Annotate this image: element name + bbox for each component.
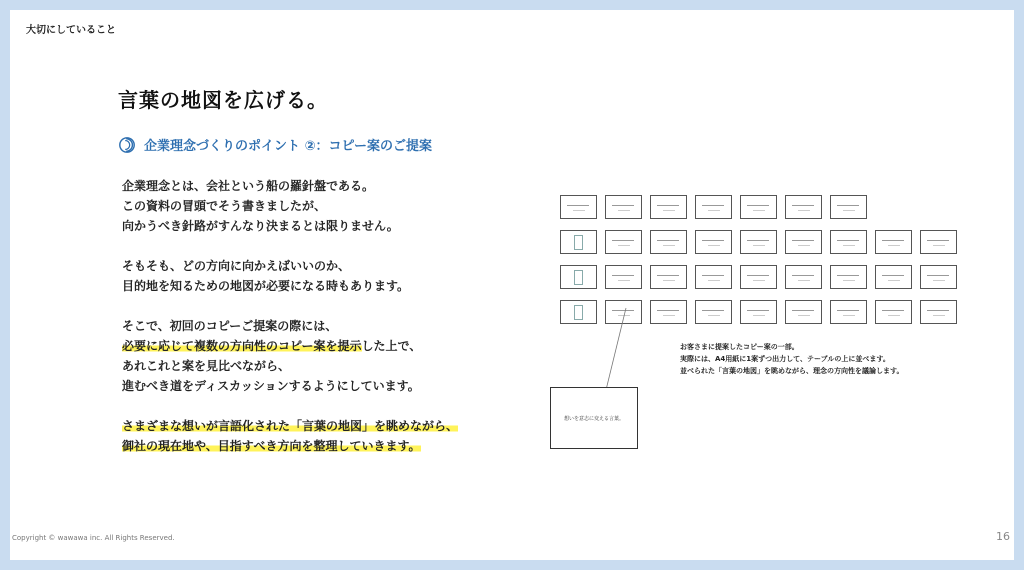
proposal-thumbnail	[605, 230, 642, 254]
proposal-thumbnail	[875, 300, 912, 324]
proposal-thumbnail	[740, 230, 777, 254]
section-label: 大切にしていること	[26, 25, 116, 36]
text-line: そもそも、どの方向に向かえばいいのか、	[122, 259, 351, 273]
highlighted-text: 必要に応じて複数の方向性のコピー案を提示	[122, 339, 362, 353]
proposal-thumbnail	[830, 300, 867, 324]
proposal-thumbnail	[875, 230, 912, 254]
zoom-sheet-text: 想いを意志に変える言葉。	[563, 415, 624, 422]
page-title: 言葉の地図を広げる。	[118, 88, 328, 112]
highlighted-text: さまざまな想いが言語化された「言葉の地図」を眺めながら、	[122, 419, 459, 433]
proposal-thumbnail	[740, 265, 777, 289]
thumbnail-caption	[680, 341, 903, 377]
text-line: 企業理念とは、会社という船の羅針盤である。	[122, 179, 375, 193]
proposal-thumbnail	[785, 265, 822, 289]
text-line: 進むべき道をディスカッションするようにしています。	[122, 379, 420, 393]
zoom-connector-line	[548, 300, 638, 395]
page-number: 16	[996, 530, 1010, 543]
proposal-thumbnail	[875, 265, 912, 289]
proposal-thumbnail	[560, 265, 597, 289]
proposal-thumbnail	[695, 300, 732, 324]
proposal-thumbnail	[830, 230, 867, 254]
caption-line: お客さまに提案したコピー案の一部。	[680, 343, 799, 351]
highlighted-text: 御社の現在地や、目指すべき方向を整理していきます。	[122, 439, 421, 453]
text-line	[122, 336, 562, 356]
copyright: Copyright © wawawa inc. All Rights Reserved.	[12, 534, 175, 542]
paragraph-4	[122, 416, 562, 456]
proposal-thumbnail	[605, 265, 642, 289]
paragraph-3	[122, 316, 562, 396]
proposal-thumbnail	[695, 265, 732, 289]
proposal-thumbnail	[650, 230, 687, 254]
proposal-thumbnail	[785, 230, 822, 254]
text-line: 向かうべき針路がすんなり決まるとは限りません。	[122, 219, 399, 233]
proposal-thumbnail	[560, 195, 597, 219]
proposal-thumbnail	[920, 265, 957, 289]
proposal-thumbnail	[695, 230, 732, 254]
proposal-thumbnail	[740, 195, 777, 219]
text-line: この資料の冒頭でそう書きましたが、	[122, 199, 327, 213]
caption-line: 並べられた「言葉の地図」を眺めながら、理念の方向性を議論します。	[680, 367, 904, 375]
proposal-thumbnail	[785, 195, 822, 219]
proposal-thumbnail	[560, 230, 597, 254]
text-line: そこで、初回のコピーご提案の際には、	[122, 319, 338, 333]
proposal-thumbnail	[740, 300, 777, 324]
proposal-thumbnail	[605, 195, 642, 219]
proposal-thumbnail	[830, 195, 867, 219]
proposal-thumbnail	[650, 265, 687, 289]
proposal-thumbnail	[650, 195, 687, 219]
circle-swirl-icon	[118, 136, 136, 154]
proposal-thumbnail	[650, 300, 687, 324]
proposal-thumbnail	[695, 195, 732, 219]
text-line: 目的地を知るための地図が必要になる時もあります。	[122, 279, 410, 293]
text-line	[122, 416, 562, 436]
zoomed-proposal-sheet	[550, 387, 638, 449]
text-fragment: した上で、	[361, 339, 422, 353]
subheading-text: 企業理念づくりのポイント ②：コピー案のご提案	[144, 139, 433, 154]
proposal-thumbnail	[920, 300, 957, 324]
text-line	[122, 436, 562, 456]
proposal-thumbnail	[830, 265, 867, 289]
text-line: あれこれと案を見比べながら、	[122, 359, 291, 373]
paragraph-1	[122, 176, 562, 236]
subheading	[118, 135, 432, 154]
caption-line: 実際には、A4用紙に1案ずつ出力して、テーブルの上に並べます。	[680, 355, 890, 363]
body-text	[122, 176, 562, 476]
proposal-thumbnail	[785, 300, 822, 324]
paragraph-2	[122, 256, 562, 296]
proposal-thumbnail	[920, 230, 957, 254]
